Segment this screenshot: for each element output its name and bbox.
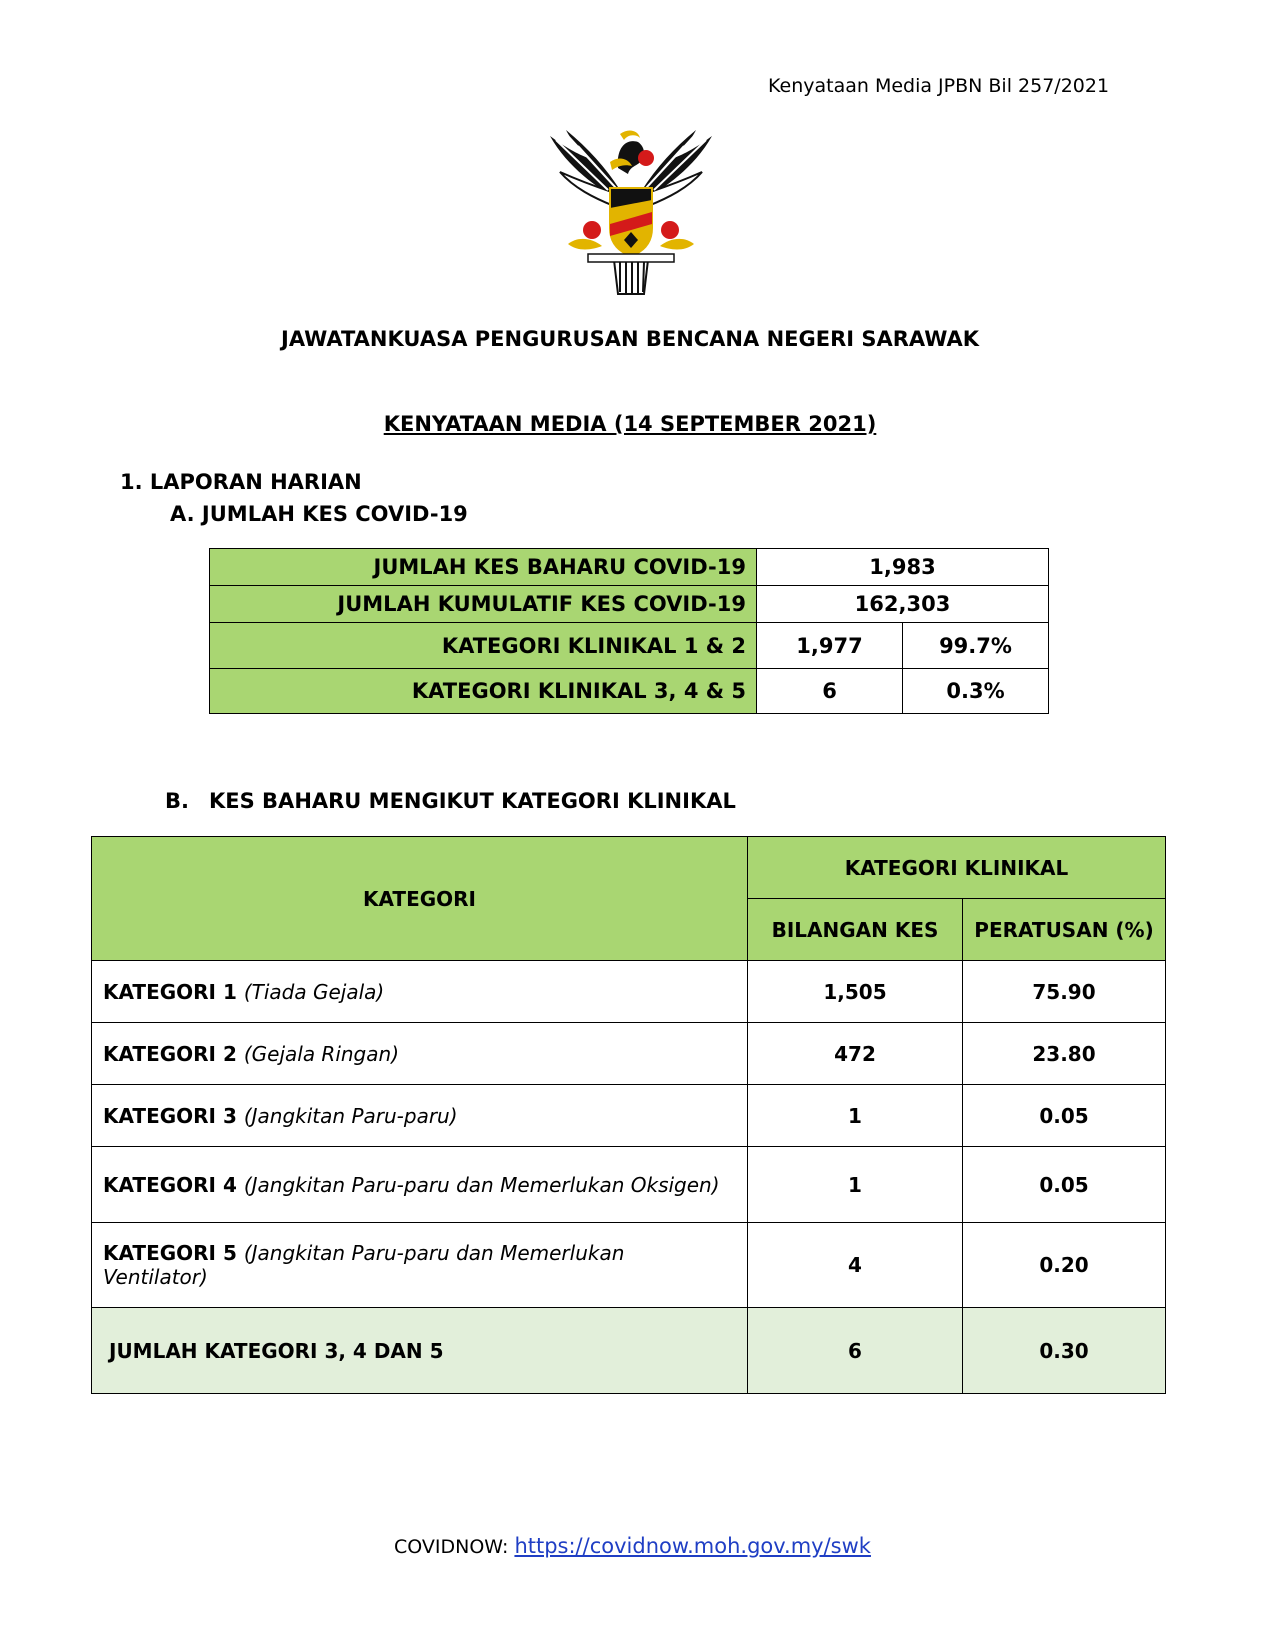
table-row: [92, 1085, 1166, 1147]
category-name: KATEGORI 5: [103, 1241, 237, 1265]
covid-summary-table: [209, 548, 1049, 714]
table-header-row: [92, 837, 1166, 899]
statement-reference: Kenyataan Media JPBN Bil 257/2021: [768, 75, 1110, 97]
row-percent: 0.3%: [903, 669, 1049, 714]
section-1-heading: 1. LAPORAN HARIAN: [120, 470, 362, 494]
footer-prefix: COVIDNOW:: [394, 1536, 509, 1558]
table-row: [210, 549, 1049, 586]
header-category: KATEGORI: [92, 837, 748, 961]
category-name: KATEGORI 2: [103, 1041, 237, 1066]
category-description: (Jangkitan Paru-paru dan Memerlukan Oksigen): [243, 1172, 720, 1197]
case-count: 472: [748, 1023, 963, 1085]
category-cell: [92, 961, 748, 1023]
covidnow-link[interactable]: https://covidnow.moh.gov.my/swk: [514, 1534, 871, 1558]
header-clinical-category: KATEGORI KLINIKAL: [748, 837, 1166, 899]
table-row: [92, 1023, 1166, 1085]
row-count: 1,977: [757, 623, 903, 669]
table-row: [92, 1223, 1166, 1308]
table-row: [210, 586, 1049, 623]
case-count: 4: [748, 1223, 963, 1308]
sarawak-crest-logo: [548, 128, 714, 302]
section-a-heading: A. JUMLAH KES COVID-19: [170, 502, 468, 526]
case-percentage: 0.05: [963, 1085, 1166, 1147]
category-cell: [92, 1023, 748, 1085]
category-description: (Jangkitan Paru-paru): [243, 1103, 458, 1128]
table-row: [210, 669, 1049, 714]
case-count: 1,505: [748, 961, 963, 1023]
header-case-count: BILANGAN KES: [748, 899, 963, 961]
table-row: [92, 1147, 1166, 1223]
category-description: (Tiada Gejala): [243, 979, 385, 1004]
category-cell: [92, 1147, 748, 1223]
total-label: JUMLAH KATEGORI 3, 4 DAN 5: [92, 1308, 748, 1394]
category-name: KATEGORI 1: [103, 979, 237, 1004]
row-label: KATEGORI KLINIKAL 1 & 2: [210, 623, 757, 669]
case-percentage: 75.90: [963, 961, 1166, 1023]
row-label: JUMLAH KES BAHARU COVID-19: [210, 549, 757, 586]
category-name: KATEGORI 4: [103, 1172, 237, 1197]
row-label: JUMLAH KUMULATIF KES COVID-19: [210, 586, 757, 623]
section-b-letter: B.: [165, 789, 189, 813]
row-label: KATEGORI KLINIKAL 3, 4 & 5: [210, 669, 757, 714]
section-b-title: KES BAHARU MENGIKUT KATEGORI KLINIKAL: [209, 789, 736, 813]
category-name: KATEGORI 3: [103, 1103, 237, 1128]
table-row: [92, 961, 1166, 1023]
table-row: [210, 623, 1049, 669]
total-count: 6: [748, 1308, 963, 1394]
clinical-category-table: [91, 836, 1166, 1394]
total-percentage: 0.30: [963, 1308, 1166, 1394]
footer: [0, 1534, 1265, 1558]
category-cell: [92, 1223, 748, 1308]
category-description: (Jangkitan Paru-paru dan Memerlukan Ventilator): [103, 1241, 625, 1289]
section-b-heading: [165, 789, 736, 813]
statement-title: KENYATAAN MEDIA (14 SEPTEMBER 2021): [383, 412, 877, 436]
case-percentage: 0.05: [963, 1147, 1166, 1223]
row-value: 162,303: [757, 586, 1049, 623]
header-percentage: PERATUSAN (%): [963, 899, 1166, 961]
table-total-row: [92, 1308, 1166, 1394]
row-count: 6: [757, 669, 903, 714]
organization-title: JAWATANKUASA PENGURUSAN BENCANA NEGERI SARAWAK: [281, 327, 979, 351]
category-cell: [92, 1085, 748, 1147]
case-percentage: 0.20: [963, 1223, 1166, 1308]
row-value: 1,983: [757, 549, 1049, 586]
case-count: 1: [748, 1085, 963, 1147]
case-count: 1: [748, 1147, 963, 1223]
row-percent: 99.7%: [903, 623, 1049, 669]
category-description: (Gejala Ringan): [243, 1041, 399, 1066]
case-percentage: 23.80: [963, 1023, 1166, 1085]
